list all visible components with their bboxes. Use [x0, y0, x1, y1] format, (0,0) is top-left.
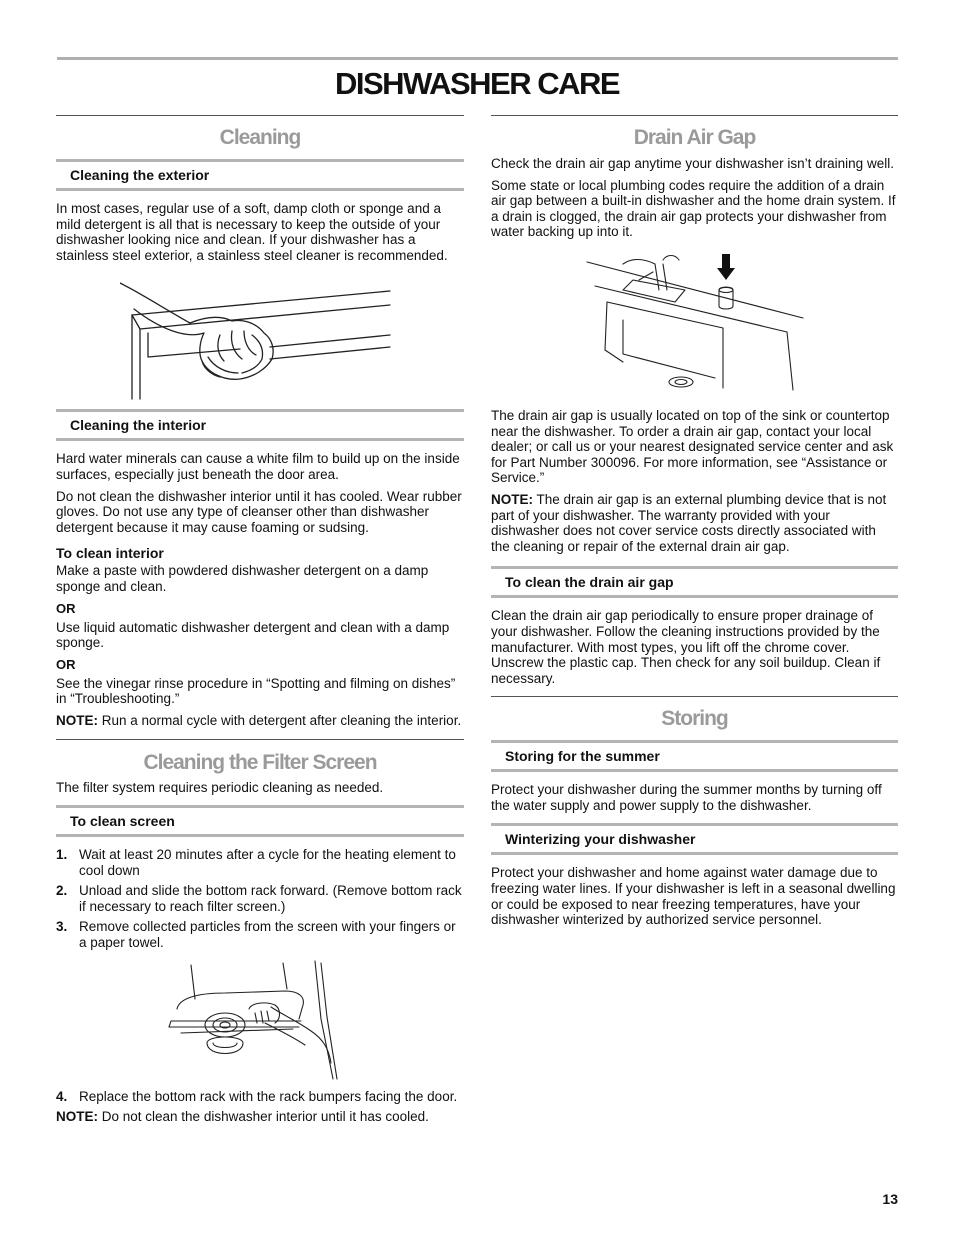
method-2: Use liquid automatic dishwasher detergent and clean with a damp sponge. — [56, 619, 450, 651]
filter-steps — [56, 847, 464, 951]
list-item: 3. Remove collected particles from the screen with your fingers or a paper towel. — [56, 919, 456, 951]
section-title-storing: Storing — [661, 707, 728, 731]
page-number: 13 — [882, 1191, 898, 1207]
filter-steps-continued — [56, 1089, 464, 1105]
note-label: NOTE: — [491, 491, 533, 507]
summer-text: Protect your dishwasher during the summer months by turning off the water supply and power supply to the dishwasher. — [491, 782, 882, 813]
list-item: 2. Unload and slide the bottom rack forward. (Remove bottom rack if necessary to reach filter screen.) — [56, 883, 462, 914]
wiping-exterior-illustration — [120, 269, 400, 403]
or-label: OR — [56, 656, 76, 672]
interior-text-1: Hard water minerals can cause a white film to build up on the inside surfaces, especially just beneath the door area. — [56, 451, 460, 482]
left-column — [56, 115, 464, 1131]
note-text: Run a normal cycle with detergent after cleaning the interior. — [98, 712, 462, 728]
filter-screen-illustration — [165, 959, 355, 1081]
filter-intro: The filter system requires periodic cleaning as needed. — [56, 779, 384, 795]
subheading-storing-summer: Storing for the summer — [491, 740, 898, 772]
drain-text-1: Check the drain air gap anytime your dishwasher isn’t draining well. — [491, 156, 894, 171]
to-clean-interior-heading: To clean interior — [56, 545, 164, 562]
or-label: OR — [56, 600, 76, 616]
drain-text-3: The drain air gap is usually located on top of the sink or countertop near the dishwasher. To order a drain air gap, contact your local dealer; or call us or your nearest designated service center and ask for Part Number 300096. For more information, see “Assistance or Service.” — [491, 407, 894, 486]
subheading-cleaning-exterior: Cleaning the exterior — [56, 159, 464, 191]
note-label: NOTE: — [56, 1109, 98, 1125]
exterior-text: In most cases, regular use of a soft, damp cloth or sponge and a mild detergent is all that is necessary to keep the outside of your dishwasher looking nice and clean. If your dishwasher has a stainless steel exterior, a stainless steel cleaner is recommended. — [56, 201, 448, 263]
drain-note — [491, 492, 898, 554]
subheading-to-clean-screen: To clean screen — [56, 805, 464, 837]
interior-text-2: Do not clean the dishwasher interior until it has cooled. Wear rubber gloves. Do not use any type of cleanser other than dishwasher detergent because it may cause foaming or sudsing. — [56, 488, 462, 535]
page-title: DISHWASHER CARE — [334, 66, 620, 101]
filter-note — [56, 1109, 464, 1125]
right-column — [491, 115, 898, 934]
method-1: Make a paste with powdered dishwasher detergent on a damp sponge and clean. — [56, 563, 429, 594]
subheading-cleaning-interior: Cleaning the interior — [56, 409, 464, 441]
cleaning-note — [56, 713, 464, 729]
drain-text-2: Some state or local plumbing codes require the addition of a drain air gap between a built-in dishwasher and the home drain system. If a drain is clogged, the drain air gap protects your dishwasher from water backing up into it. — [491, 177, 896, 240]
section-rule — [491, 115, 898, 116]
list-item: 4. Replace the bottom rack with the rack bumpers facing the door. — [56, 1088, 458, 1104]
drain-clean-text: Clean the drain air gap periodically to ensure proper drainage of your dishwasher. Follow the cleaning instructions provided by the manufacturer. With most types, you lift off the chrome cover. Unscrew the plastic cap. Then check for any soil buildup. Clean if necessary. — [491, 608, 881, 686]
subheading-winterizing: Winterizing your dishwasher — [491, 823, 898, 855]
list-item: 1. Wait at least 20 minutes after a cycle for the heating element to cool down — [56, 847, 456, 878]
section-title-drain-air-gap: Drain Air Gap — [633, 126, 756, 149]
winter-text: Protect your dishwasher and home against water damage due to freezing water lines. If your dishwasher is left in a seasonal dwelling or could be exposed to near freezing temperatures, have your dishwasher winterized by authorized service personnel. — [491, 865, 896, 928]
section-title-cleaning: Cleaning — [219, 126, 301, 149]
section-title-filter: Cleaning the Filter Screen — [143, 750, 377, 774]
subheading-clean-drain-air-gap: To clean the drain air gap — [491, 566, 898, 598]
note-label: NOTE: — [56, 712, 98, 728]
section-rule — [491, 696, 898, 697]
top-rule — [57, 57, 898, 60]
note-text: The drain air gap is an external plumbing device that is not part of your dishwasher. The warranty provided with your dishwasher does not cover service costs directly associated with the cleaning or repair of the external drain air gap. — [491, 491, 887, 554]
method-3: See the vinegar rinse procedure in “Spotting and filming on dishes” in “Troubleshooting.” — [56, 675, 456, 707]
note-text: Do not clean the dishwasher interior until it has cooled. — [98, 1109, 429, 1125]
section-rule — [56, 115, 464, 116]
section-rule — [56, 739, 464, 740]
drain-air-gap-illustration — [583, 250, 807, 400]
